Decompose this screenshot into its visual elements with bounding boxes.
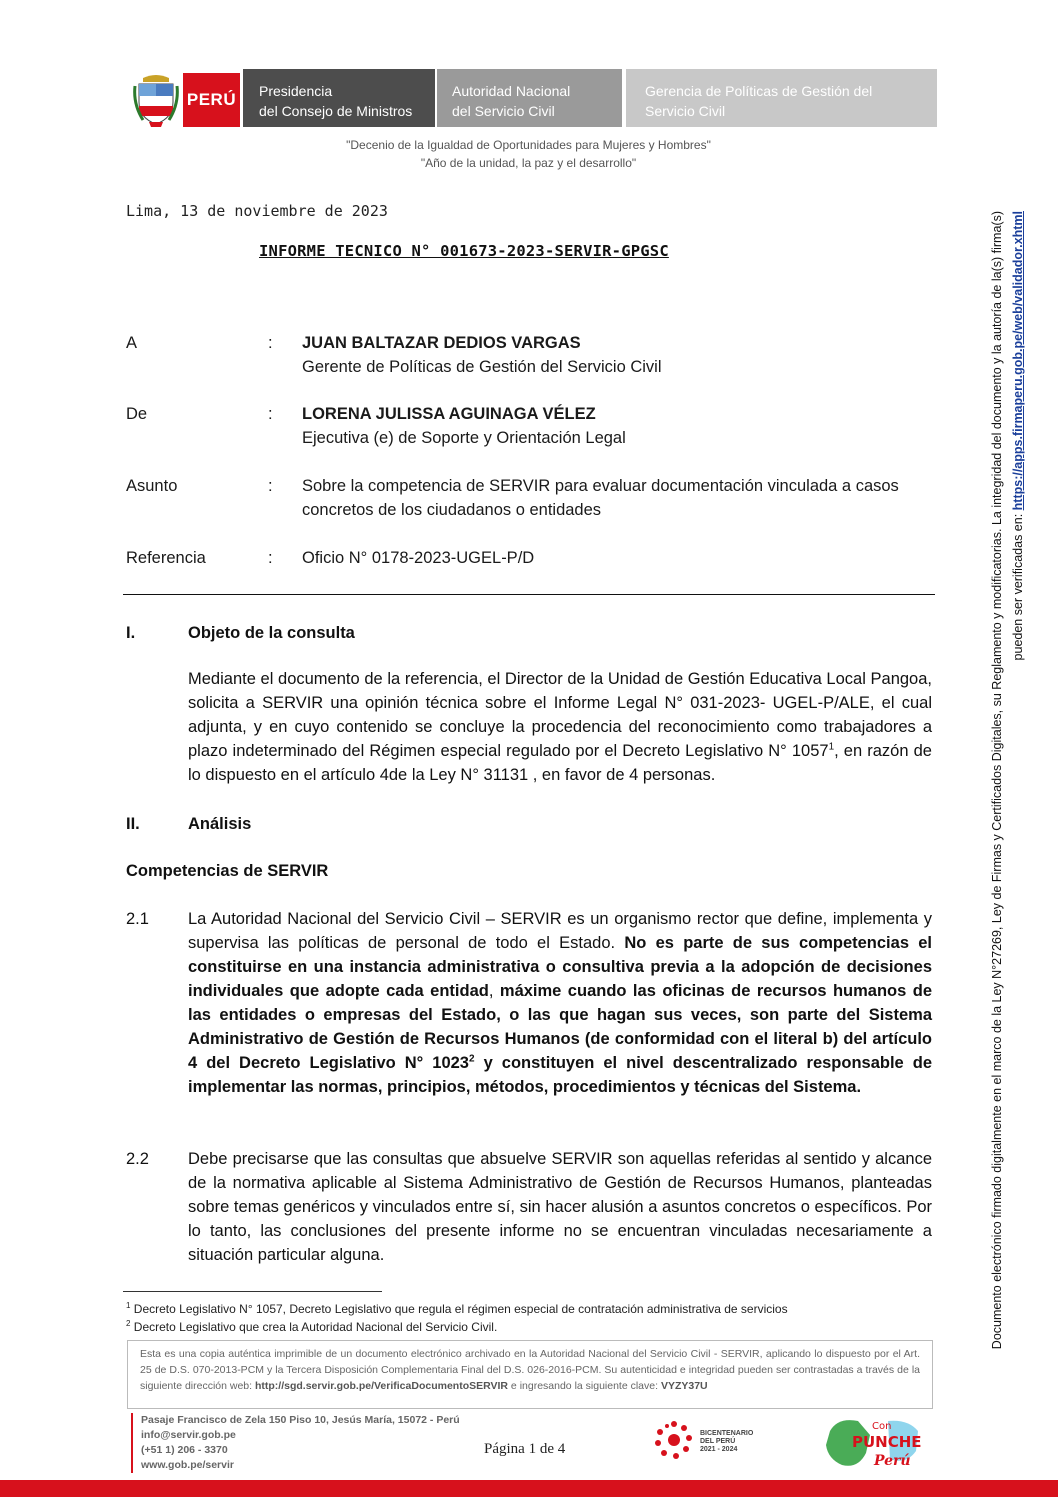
header-servir-line1: Autoridad Nacional bbox=[452, 83, 571, 99]
p21-text-2: , bbox=[488, 982, 500, 1000]
bicent-line1: BICENTENARIO bbox=[700, 1430, 754, 1437]
bicentenario-icon bbox=[652, 1418, 696, 1462]
section2-number: II. bbox=[126, 815, 140, 833]
field-ref-label: Referencia bbox=[126, 549, 206, 567]
p21-bold-1: No es parte de sus competencias el constituirse en una instancia administrativa o consultiva previa a la adopción de decisiones individuales que adopte cada entidad bbox=[188, 934, 933, 1000]
header-servir-line2: del Servicio Civil bbox=[452, 103, 555, 119]
section1-text: Mediante el documento de la referencia, el Director de la Unidad de Gestión Educativa Local Pangoa, solicita a SERVIR una opinión técnica sobre el Informe Legal N° 031-2023- UGEL-P/ALE, el cual adjunta, y en cuyo contenido se concluye la procedencia del reconocimiento como trabajadores a plazo indeterminado del Régimen especial regulado por el Decreto Legislativo N° 1057 bbox=[188, 670, 932, 760]
document-date: Lima, 13 de noviembre de 2023 bbox=[126, 202, 388, 220]
p22-number: 2.2 bbox=[126, 1150, 149, 1168]
footnote-ref-2: 2 bbox=[468, 1053, 475, 1065]
field-ref-colon: : bbox=[268, 549, 273, 567]
verify-key: VYZY37U bbox=[660, 1380, 708, 1392]
p21-bold-3: y constituyen el nivel descentralizado responsable de implementar las normas, principios, métodos, procedimientos y técnicas del Sistema. bbox=[188, 1054, 932, 1096]
p21-text: La Autoridad Nacional del Servicio Civil – SERVIR es un organismo rector que define, implementa y supervisa las políticas de personal de todo el Estado. bbox=[188, 910, 932, 952]
recipient-name: JUAN BALTAZAR DEDIOS VARGAS bbox=[302, 334, 581, 352]
section2-title: Análisis bbox=[188, 815, 252, 833]
footer-address: Pasaje Francisco de Zela 150 Piso 10, Jesús María, 15072 - Perú bbox=[141, 1414, 460, 1426]
field-ref-value: Oficio N° 0178-2023-UGEL-P/D bbox=[302, 549, 535, 567]
asunto-line2: concretos de los ciudadanos o entidades bbox=[302, 501, 602, 519]
field-asunto-colon: : bbox=[268, 477, 273, 495]
footnote-2-mark: 2 bbox=[126, 1319, 131, 1328]
field-de-value bbox=[302, 402, 942, 450]
field-de-label: De bbox=[126, 405, 148, 423]
section1-number: I. bbox=[126, 624, 136, 642]
sidebar-line2 bbox=[1008, 211, 1029, 1401]
con-punche-peru-logo bbox=[818, 1413, 926, 1471]
bicentenario-logo bbox=[652, 1418, 772, 1464]
punche-word: PUNCHE bbox=[852, 1433, 922, 1451]
footnote-1-mark: 1 bbox=[126, 1301, 131, 1310]
sidebar-line1: Documento electrónico firmado digitalmente en el marco de la Ley N°27269, Ley de Firmas y Certificados Digitales, su Reglamento y modificatorias. La integridad del documento y la autoría de la(s) firma(s) bbox=[990, 211, 1004, 1350]
validator-link[interactable]: https://apps.firmaperu.gob.pe/web/validador.xhtml bbox=[1011, 211, 1025, 511]
bicent-line3: 2021 - 2024 bbox=[700, 1446, 738, 1453]
header-pcm-box bbox=[243, 69, 435, 127]
verification-box bbox=[127, 1340, 933, 1409]
bottom-red-bar bbox=[0, 1480, 1058, 1497]
section1-text-end: , en razón de lo dispuesto en el artículo 4de la Ley N° 31131 , en favor de 4 personas. bbox=[188, 742, 932, 784]
sidebar-prefix: pueden ser verificadas en: bbox=[1011, 510, 1025, 661]
verify-url[interactable]: http://sgd.servir.gob.pe/VerificaDocumentoSERVIR bbox=[254, 1380, 509, 1392]
bicent-line2: DEL PERÚ bbox=[700, 1438, 736, 1445]
asunto-line1: Sobre la competencia de SERVIR para evaluar documentación vinculada a casos bbox=[302, 477, 899, 495]
p21-number: 2.1 bbox=[126, 910, 149, 928]
decenio-line: "Decenio de la Igualdad de Oportunidades para Mujeres y Hombres" bbox=[346, 138, 711, 152]
footnote-2-text: Decreto Legislativo que crea la Autoridad Nacional del Servicio Civil. bbox=[130, 1320, 498, 1334]
sender-name: LORENA JULISSA AGUINAGA VÉLEZ bbox=[302, 405, 596, 423]
field-a-colon: : bbox=[268, 334, 273, 352]
signature-sidebar bbox=[987, 211, 1033, 1401]
p21-bold-2: máxime cuando las oficinas de recursos humanos de las entidades o empresas del Estado, o las que hagan sus veces, son parte del Sistema Administrativo de Gestión de Recursos Humanos (de conformidad con el literal b) del artículo 4 del Decreto Legislativo N° 1023 bbox=[188, 982, 933, 1072]
footer-phone: (+51 1) 206 - 3370 bbox=[141, 1444, 228, 1456]
section1-title: Objeto de la consulta bbox=[188, 624, 355, 642]
national-shield-icon bbox=[133, 72, 179, 128]
footnote-ref-1: 1 bbox=[828, 741, 835, 753]
footnote-1 bbox=[126, 1301, 788, 1317]
header-servir-box bbox=[437, 69, 622, 127]
footer-contact bbox=[131, 1413, 460, 1473]
footer-email[interactable]: info@servir.gob.pe bbox=[141, 1429, 236, 1441]
p21-paragraph bbox=[188, 907, 932, 1099]
informe-title: INFORME TECNICO N° 001673-2023-SERVIR-GPGSC bbox=[259, 242, 669, 260]
footnote-divider bbox=[123, 1291, 382, 1292]
header-gerencia-line1: Gerencia de Políticas de Gestión del bbox=[645, 83, 873, 99]
header-pcm-line2: del Consejo de Ministros bbox=[259, 103, 413, 119]
footnote-2 bbox=[126, 1319, 497, 1335]
header-gerencia-line2: Servicio Civil bbox=[645, 103, 726, 119]
sender-role: Ejecutiva (e) de Soporte y Orientación Legal bbox=[302, 429, 626, 447]
verify-text-2: e ingresando la siguiente clave: bbox=[508, 1380, 661, 1392]
verify-text: Esta es una copia auténtica imprimible de un documento electrónico archivado en la Autoridad Nacional del Servicio Civil - SERVIR, aplicando lo dispuesto por el Art. 25 de D.S. 070-2013-PCM y la Tercera Disposición Complementaria Final del D.S. 026-2016-PCM. Su autenticidad e integridad pueden ser contrastadas a través de la siguiente dirección web: bbox=[140, 1348, 920, 1392]
recipient-role: Gerente de Políticas de Gestión del Servicio Civil bbox=[302, 358, 662, 376]
field-a-value bbox=[302, 331, 942, 379]
subheading-competencias: Competencias de SERVIR bbox=[126, 862, 329, 880]
field-asunto-value bbox=[302, 474, 942, 522]
peru-brand: PERÚ bbox=[183, 73, 240, 127]
footnote-1-text: Decreto Legislativo N° 1057, Decreto Legislativo que regula el régimen especial de contratación administrativa de servicios bbox=[130, 1302, 788, 1316]
section1-paragraph bbox=[188, 667, 932, 787]
page-number: Página 1 de 4 bbox=[484, 1441, 566, 1457]
header-divider bbox=[123, 594, 935, 595]
punche-con: Con bbox=[872, 1421, 892, 1432]
field-a-label: A bbox=[126, 334, 138, 352]
header-gerencia-box bbox=[626, 69, 937, 127]
punche-peru: Perú bbox=[874, 1453, 911, 1469]
p22-paragraph: Debe precisarse que las consultas que absuelve SERVIR son aquellas referidas al sentido y alcance de la normativa aplicable al Sistema Administrativo de Gestión de Recursos Humanos, planteadas sobre temas genéricos y vinculados entre sí, sin hacer alusión a asuntos concretos o específicos. Por lo tanto, las conclusiones del presente informe no se encuentran vinculadas necesariamente a situación particular alguna. bbox=[188, 1150, 932, 1264]
field-asunto-label: Asunto bbox=[126, 477, 178, 495]
header-pcm-line1: Presidencia bbox=[259, 83, 333, 99]
anio-line: "Año de la unidad, la paz y el desarrollo" bbox=[420, 156, 637, 170]
footer-web[interactable]: www.gob.pe/servir bbox=[141, 1459, 234, 1471]
field-de-colon: : bbox=[268, 405, 273, 423]
